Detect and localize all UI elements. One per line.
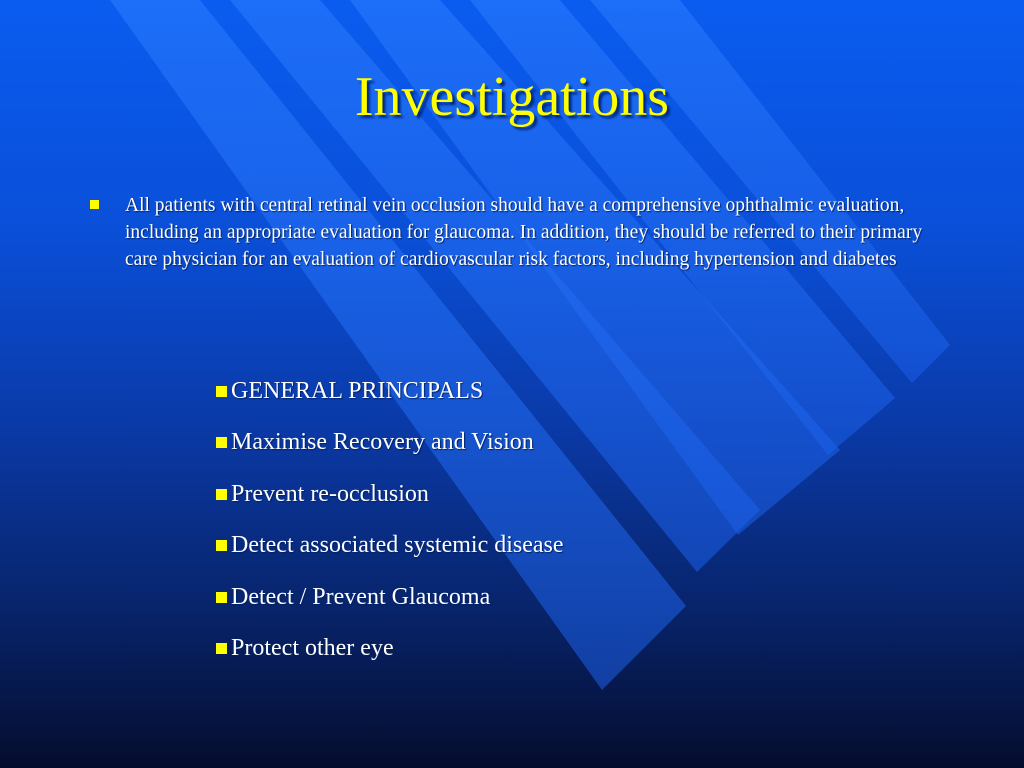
yellow-square-bullet-icon xyxy=(216,386,227,397)
list-item-label: Protect other eye xyxy=(231,634,394,661)
list-item-label: Prevent re-occlusion xyxy=(231,480,429,507)
yellow-square-bullet-icon xyxy=(90,200,99,209)
list-item-label: Maximise Recovery and Vision xyxy=(231,429,534,456)
list-item-label: Detect associated systemic disease xyxy=(231,532,564,559)
list-item xyxy=(216,427,564,478)
list-item xyxy=(216,479,564,530)
list-item-label: Detect / Prevent Glaucoma xyxy=(231,583,491,610)
slide-title: Investigations xyxy=(354,66,670,128)
yellow-square-bullet-icon xyxy=(216,489,227,500)
yellow-square-bullet-icon xyxy=(216,592,227,603)
list-item xyxy=(216,376,564,427)
yellow-square-bullet-icon xyxy=(216,437,227,448)
yellow-square-bullet-icon xyxy=(216,643,227,654)
principles-list xyxy=(216,376,564,684)
paragraph-block xyxy=(88,192,938,273)
list-item-label: GENERAL PRINCIPALS xyxy=(231,378,484,404)
yellow-square-bullet-icon xyxy=(216,540,227,551)
list-item xyxy=(216,582,564,633)
list-item xyxy=(216,530,564,581)
list-item xyxy=(216,633,564,684)
paragraph-text: All patients with central retinal vein occlusion should have a comprehensive ophthalmic evaluation, including an appropriate evaluation for glaucoma. In addition, they should be referred to their primary care physician for an evaluation of cardiovascular risk factors, including hypertension and diabetes xyxy=(125,195,923,270)
